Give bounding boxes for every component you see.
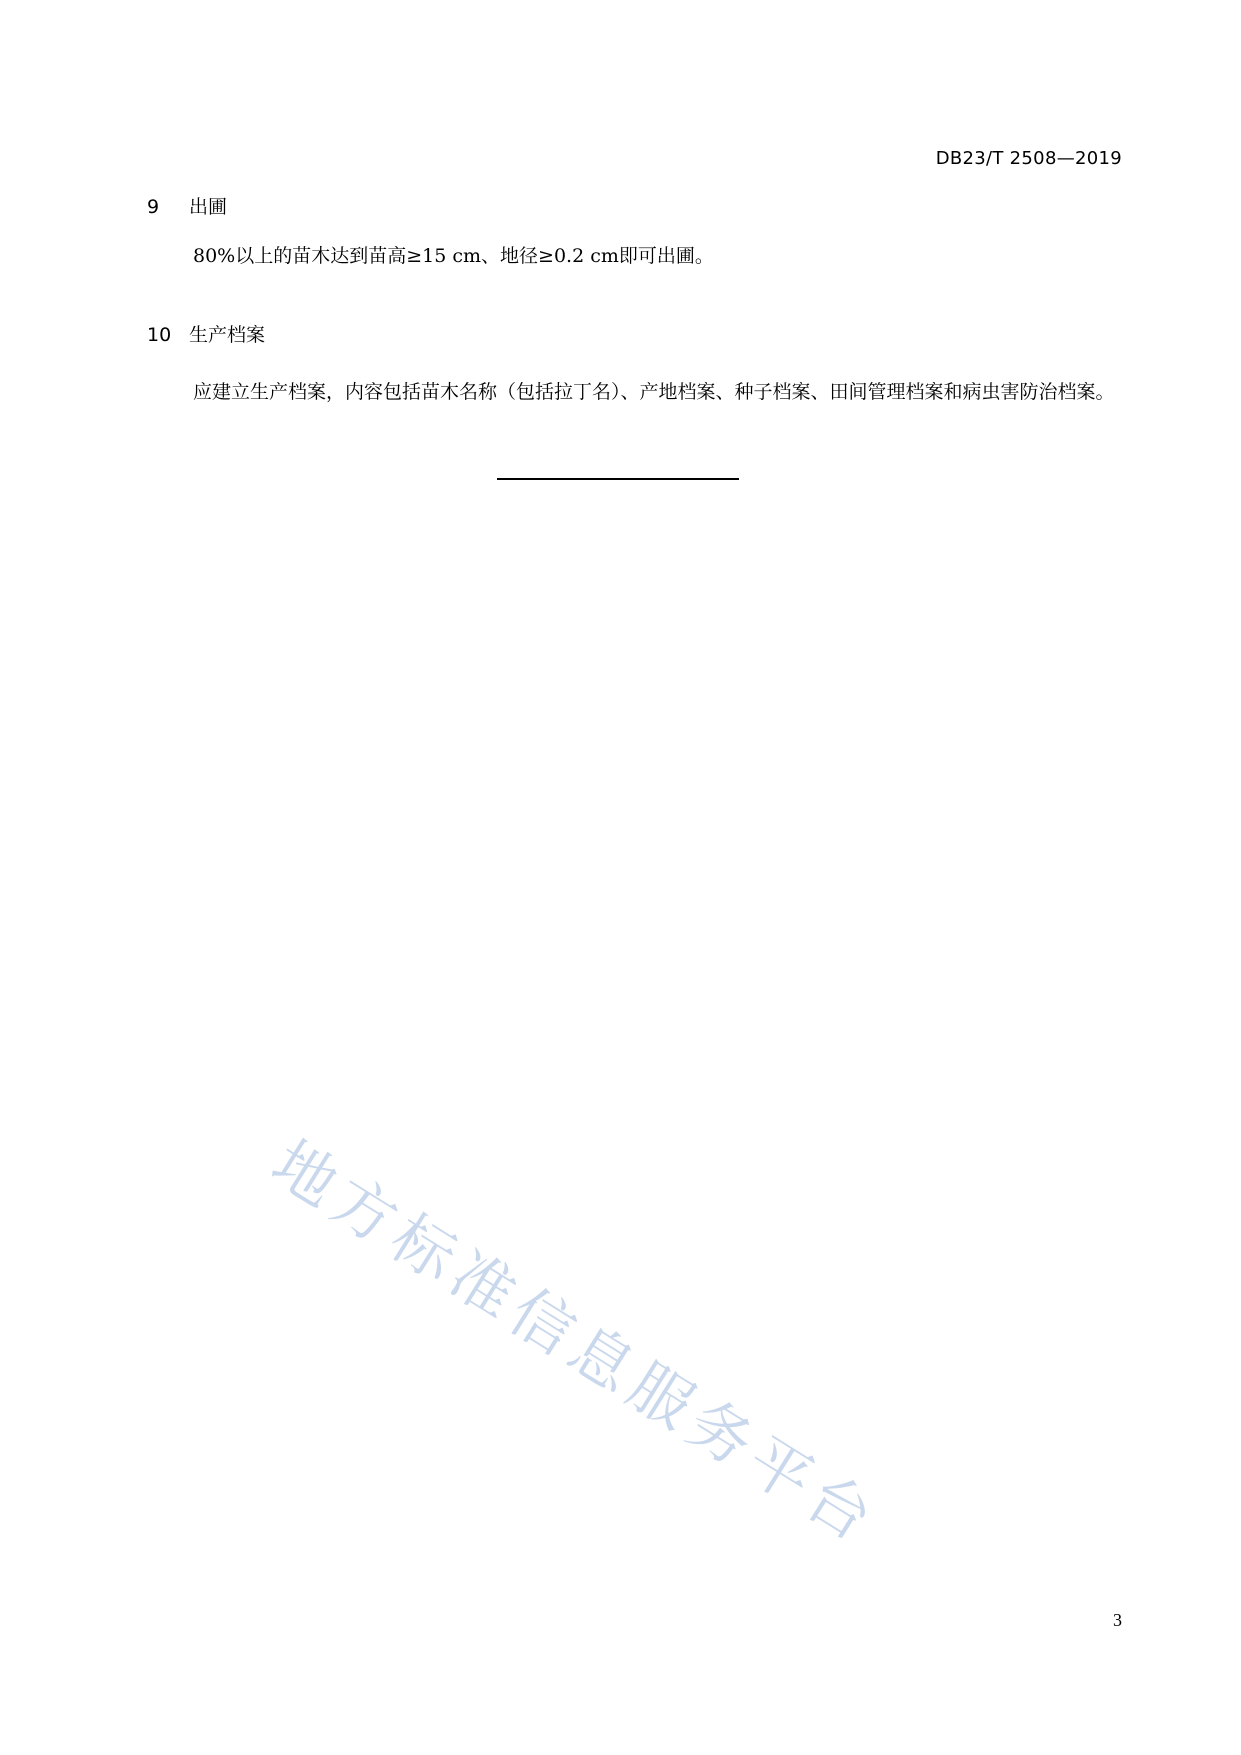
section-heading-10 [147,320,265,347]
section-title: 出圃 [189,196,228,218]
watermark: 地方标准信息服务平台 [259,1126,892,1559]
end-of-document-rule [497,478,739,480]
section-9-paragraph: 80%以上的苗木达到苗高≥15 cm、地径≥0.2 cm即可出圃。 [193,245,714,267]
section-title: 生产档案 [189,324,266,346]
section-number: 10 [147,324,172,346]
standard-code: DB23/T 2508—2019 [935,148,1122,169]
section-number: 9 [147,196,160,218]
page-number: 3 [1113,1610,1122,1630]
section-heading-9 [147,192,227,219]
section-10-paragraph: 应建立生产档案，内容包括苗木名称（包括拉丁名）、产地档案、种子档案、田间管理档案和病虫害防治档案。 [193,381,1115,403]
